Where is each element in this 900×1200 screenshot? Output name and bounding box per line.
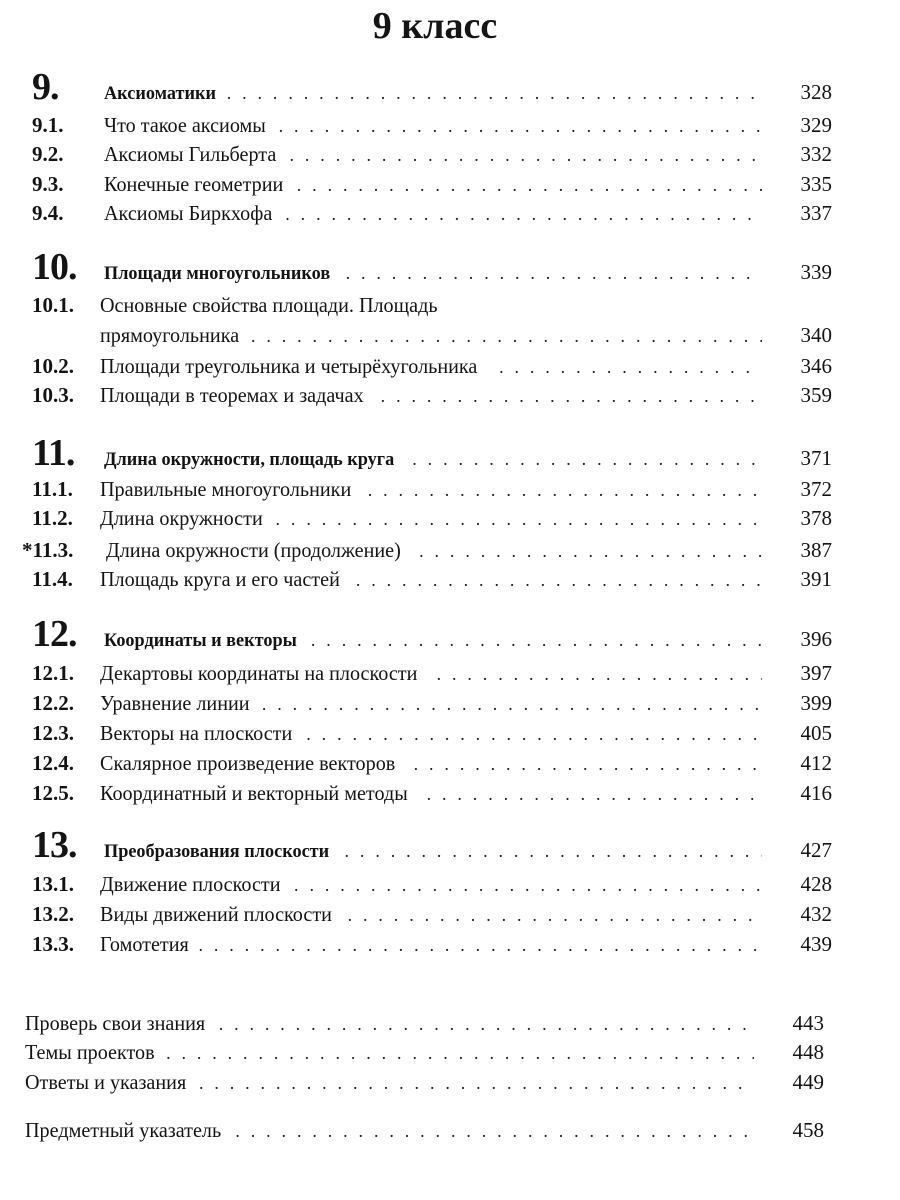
page-number: 337 xyxy=(800,201,832,225)
chapter-entry[interactable] xyxy=(32,824,832,866)
section-entry[interactable] xyxy=(32,503,832,533)
entry-title: Координатный и векторный методы xyxy=(100,781,408,805)
entry-title: Проверь свои знания xyxy=(25,1011,206,1035)
entry-number: 9.1. xyxy=(32,113,64,137)
section-entry[interactable] xyxy=(32,169,832,199)
entry-title: Векторы на плоскости xyxy=(100,721,293,745)
entry-number: 13.1. xyxy=(32,872,74,896)
chapter-entry[interactable] xyxy=(32,432,832,474)
dot-leader xyxy=(262,689,762,719)
section-entry-continuation[interactable] xyxy=(100,320,832,350)
entry-number: 11.1. xyxy=(32,477,73,501)
chapter-entry[interactable] xyxy=(32,66,832,108)
entry-number: 9.4. xyxy=(32,201,64,225)
entry-title: Координаты и векторы xyxy=(104,630,297,651)
section-entry[interactable] xyxy=(32,658,832,688)
dot-leader xyxy=(348,900,762,930)
dot-leader xyxy=(306,719,762,749)
section-entry[interactable] xyxy=(32,748,832,778)
page-number: 416 xyxy=(800,781,832,805)
page-number: 378 xyxy=(800,506,832,530)
entry-number: 11.4. xyxy=(32,567,73,591)
entry-title: Декартовы координаты на плоскости xyxy=(100,661,418,685)
dot-leader xyxy=(356,565,762,595)
entry-title: Уравнение линии xyxy=(100,691,250,715)
entry-number: *11.3. xyxy=(22,538,74,562)
section-entry[interactable] xyxy=(22,535,832,565)
page-number: 449 xyxy=(792,1070,824,1094)
entry-title: Площадь круга и его частей xyxy=(100,567,340,591)
page-number: 399 xyxy=(800,691,832,715)
entry-number: 10.3. xyxy=(32,383,74,407)
entry-title: Ответы и указания xyxy=(25,1070,187,1094)
dot-leader xyxy=(499,352,762,382)
entry-title: Длина окружности xyxy=(100,506,263,530)
section-entry[interactable] xyxy=(32,899,832,929)
dot-leader xyxy=(235,1116,754,1146)
entry-title: Правильные многоугольники xyxy=(100,477,352,501)
entry-number: 13.3. xyxy=(32,932,74,956)
dot-leader xyxy=(311,619,762,661)
entry-number: 13.2. xyxy=(32,902,74,926)
back-matter-entry[interactable] xyxy=(25,1008,824,1038)
page-number: 412 xyxy=(800,751,832,775)
entry-title: Площади многоугольников xyxy=(104,263,331,284)
entry-title: Аксиомы Биркхофа xyxy=(104,201,273,225)
section-entry[interactable] xyxy=(32,198,832,228)
back-matter-entry[interactable] xyxy=(25,1037,824,1067)
page-number: 372 xyxy=(800,477,832,501)
entry-number: 9.2. xyxy=(32,142,64,166)
section-entry[interactable] xyxy=(32,718,832,748)
back-matter-entry[interactable] xyxy=(25,1067,824,1097)
entry-title: Скалярное произведение векторов xyxy=(100,751,396,775)
dot-leader xyxy=(294,870,762,900)
section-entry[interactable] xyxy=(32,290,832,320)
entry-number: 12. xyxy=(32,613,77,655)
page-number: 332 xyxy=(800,142,832,166)
chapter-entry[interactable] xyxy=(32,613,832,655)
page-number: 458 xyxy=(792,1118,824,1142)
section-entry[interactable] xyxy=(32,351,832,381)
section-entry[interactable] xyxy=(32,778,832,808)
dot-leader xyxy=(198,930,762,960)
dot-leader xyxy=(297,170,762,200)
page-number: 391 xyxy=(800,567,832,591)
page-number: 448 xyxy=(792,1040,824,1064)
dot-leader xyxy=(437,659,762,689)
page-number: 405 xyxy=(800,721,832,745)
section-entry[interactable] xyxy=(32,929,832,959)
dot-leader xyxy=(427,779,762,809)
page-number: 427 xyxy=(800,838,832,862)
section-entry[interactable] xyxy=(32,564,832,594)
section-entry[interactable] xyxy=(32,380,832,410)
entry-number: 11. xyxy=(32,432,75,474)
dot-leader xyxy=(251,321,762,351)
entry-title: Длина окружности, площадь круга xyxy=(104,449,395,470)
entry-title: Основные свойства площади. Площадь xyxy=(100,293,438,317)
entry-title: Предметный указатель xyxy=(25,1118,222,1142)
dot-leader xyxy=(199,1068,754,1098)
page-number: 396 xyxy=(800,627,832,651)
section-entry[interactable] xyxy=(32,688,832,718)
section-entry[interactable] xyxy=(32,110,832,140)
entry-title: Площади в теоремах и задачах xyxy=(100,383,364,407)
entry-number: 12.4. xyxy=(32,751,74,775)
dot-leader xyxy=(227,72,762,114)
entry-number: 12.2. xyxy=(32,691,74,715)
entry-title: Аксиоматики xyxy=(104,83,217,104)
page-number: 428 xyxy=(800,872,832,896)
page-number: 329 xyxy=(800,113,832,137)
page-number: 340 xyxy=(800,323,832,347)
section-entry[interactable] xyxy=(32,869,832,899)
page-number: 328 xyxy=(800,80,832,104)
chapter-entry[interactable] xyxy=(32,246,832,288)
entry-number: 12.5. xyxy=(32,781,74,805)
dot-leader xyxy=(345,830,762,872)
dot-leader xyxy=(285,199,762,229)
page-number: 346 xyxy=(800,354,832,378)
section-entry[interactable] xyxy=(32,139,832,169)
entry-number: 10.1. xyxy=(32,293,74,317)
dot-leader xyxy=(346,252,762,294)
dot-leader xyxy=(414,749,762,779)
entry-title: Движение плоскости xyxy=(100,872,281,896)
dot-leader xyxy=(279,111,762,141)
entry-title: Что такое аксиомы xyxy=(104,113,266,137)
entry-number: 9. xyxy=(32,66,59,108)
entry-title: Преобразования плоскости xyxy=(104,841,330,862)
back-matter-entry[interactable] xyxy=(25,1115,824,1145)
dot-leader xyxy=(276,504,762,534)
entry-number: 9.3. xyxy=(32,172,64,196)
dot-leader xyxy=(381,381,762,411)
dot-leader xyxy=(290,140,763,170)
page-number: 339 xyxy=(800,260,832,284)
entry-number: 13. xyxy=(32,824,77,866)
entry-number: 11.2. xyxy=(32,506,73,530)
page-number: 443 xyxy=(792,1011,824,1035)
entry-number: 10.2. xyxy=(32,354,74,378)
page-number: 397 xyxy=(800,661,832,685)
section-entry[interactable] xyxy=(32,474,832,504)
entry-title: Темы проектов xyxy=(25,1040,155,1064)
entry-title: Длина окружности (продолжение) xyxy=(106,538,401,562)
dot-leader xyxy=(166,1038,754,1068)
entry-number: 12.1. xyxy=(32,661,74,685)
dot-leader xyxy=(368,475,762,505)
page-number: 335 xyxy=(800,172,832,196)
entry-number: 12.3. xyxy=(32,721,74,745)
entry-title: Аксиомы Гильберта xyxy=(104,142,277,166)
page-number: 432 xyxy=(800,902,832,926)
page-number: 371 xyxy=(800,446,832,470)
entry-title: Конечные геометрии xyxy=(104,172,284,196)
entry-title: Гомотетия xyxy=(100,932,189,956)
page-number: 387 xyxy=(800,538,832,562)
dot-leader xyxy=(419,536,762,566)
dot-leader xyxy=(219,1009,754,1039)
entry-title: прямоугольника xyxy=(100,323,240,347)
entry-title: Площади треугольника и четырёхугольника xyxy=(100,354,478,378)
page-number: 439 xyxy=(800,932,832,956)
page-number: 359 xyxy=(800,383,832,407)
entry-title: Виды движений плоскости xyxy=(100,902,332,926)
entry-number: 10. xyxy=(32,246,77,288)
page-title: 9 класс xyxy=(372,5,498,47)
